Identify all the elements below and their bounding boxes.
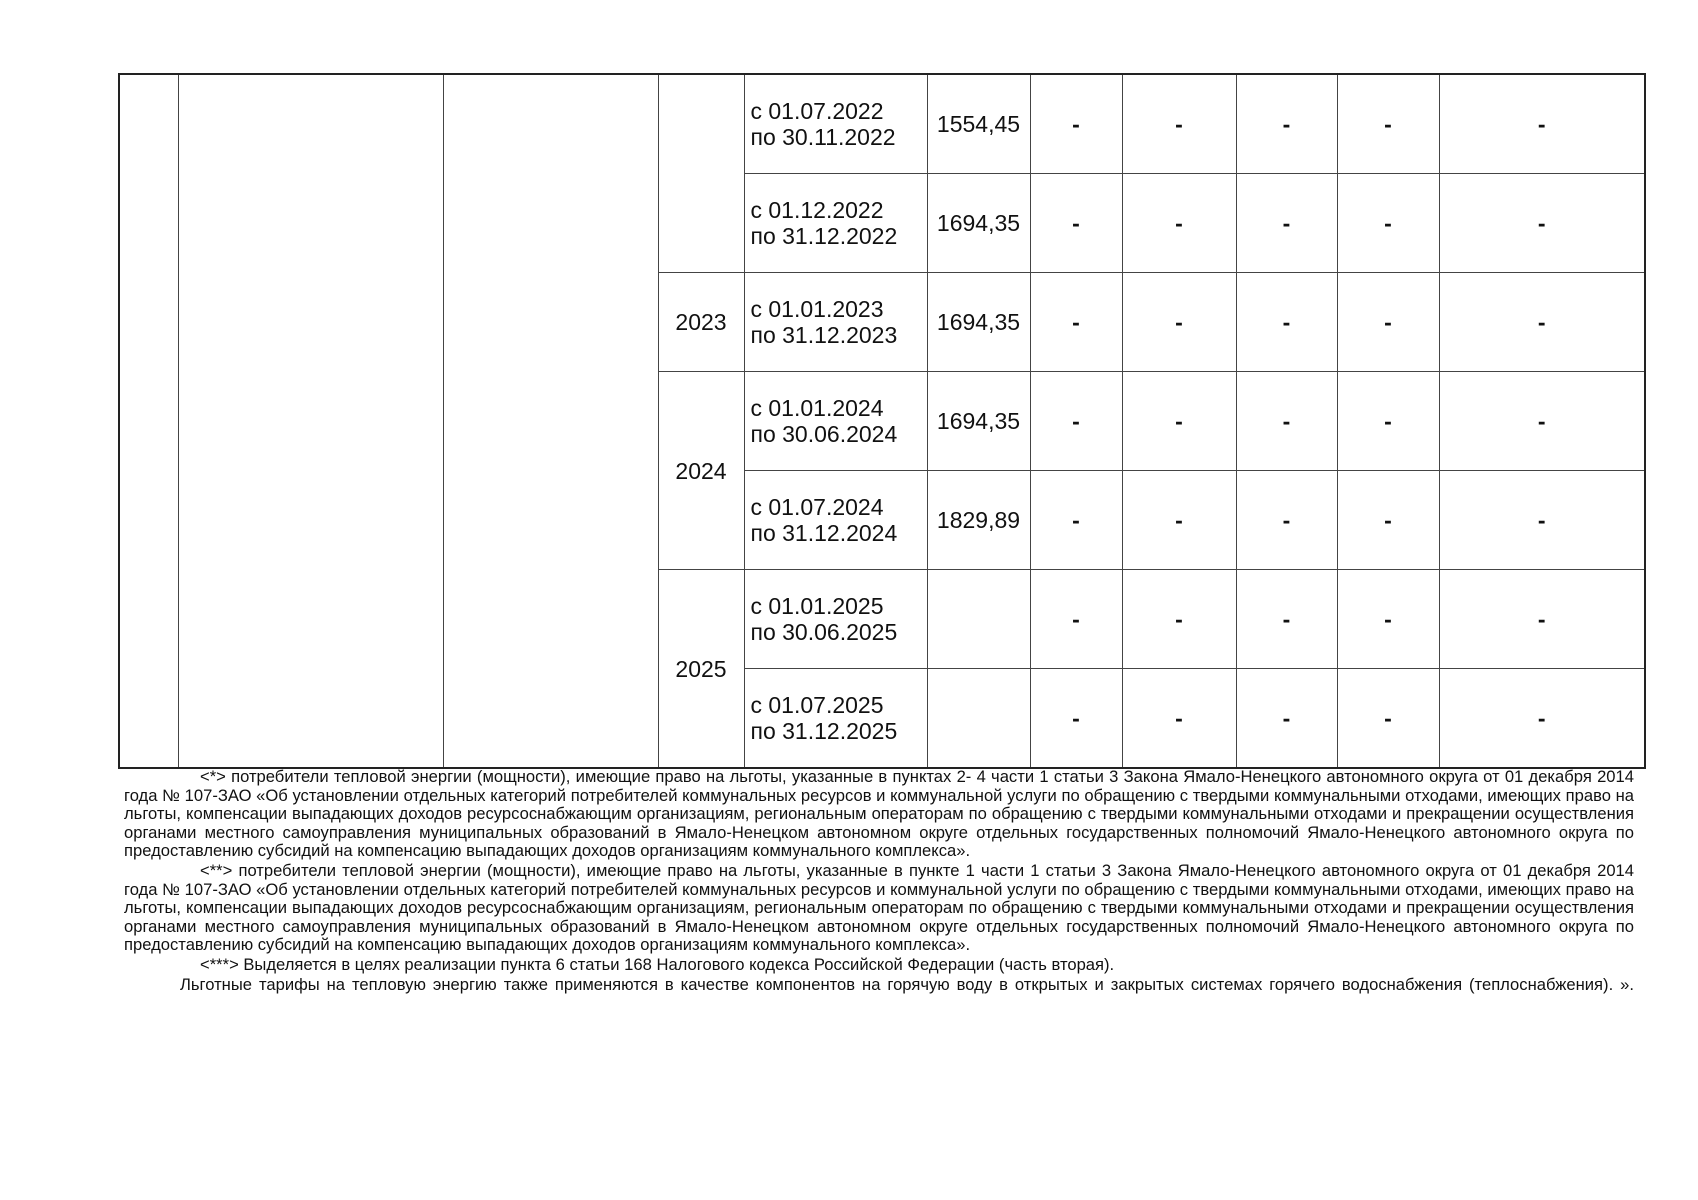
- dash-cell: -: [1122, 372, 1236, 471]
- tariff-value-cell: 1694,35: [927, 273, 1030, 372]
- tariff-value-cell: 1694,35: [927, 372, 1030, 471]
- dash-cell: -: [1236, 471, 1337, 570]
- dash-cell: -: [1236, 174, 1337, 273]
- dash-cell: -: [1236, 74, 1337, 174]
- dash-cell: -: [1122, 174, 1236, 273]
- blank-col-1: [119, 74, 178, 768]
- dash-cell: -: [1030, 74, 1122, 174]
- dash-cell: -: [1439, 74, 1645, 174]
- tariff-value-cell: 1694,35: [927, 174, 1030, 273]
- period-from: с 01.12.2022: [750, 197, 884, 223]
- dash-cell: -: [1337, 74, 1439, 174]
- dash-cell: -: [1122, 669, 1236, 769]
- dash-cell: -: [1122, 471, 1236, 570]
- dash-cell: -: [1439, 471, 1645, 570]
- year-cell: 2023: [658, 273, 744, 372]
- dash-cell: -: [1236, 570, 1337, 669]
- dash-cell: -: [1236, 669, 1337, 769]
- period-to: по 31.12.2022: [750, 223, 898, 249]
- tariff-value-cell: 1829,89: [927, 471, 1030, 570]
- footnote-3: <***> Выделяется в целях реализации пункта 6 статьи 168 Налогового кодекса Российской Федерации (часть вторая).: [200, 954, 1115, 974]
- period-cell: [744, 669, 927, 769]
- period-cell: [744, 174, 927, 273]
- period-cell: [744, 273, 927, 372]
- dash-cell: -: [1337, 570, 1439, 669]
- period-to: по 30.06.2025: [750, 619, 898, 645]
- blank-col-3: [443, 74, 658, 768]
- dash-cell: -: [1439, 669, 1645, 769]
- table-row: [119, 74, 1645, 174]
- period-to: по 31.12.2024: [750, 520, 898, 546]
- year-cell: 2025: [658, 570, 744, 769]
- year-cell: [658, 74, 744, 273]
- dash-cell: -: [1030, 669, 1122, 769]
- dash-cell: -: [1439, 174, 1645, 273]
- period-from: с 01.07.2025: [750, 692, 884, 718]
- dash-cell: -: [1030, 273, 1122, 372]
- dash-cell: -: [1236, 273, 1337, 372]
- dash-cell: -: [1122, 74, 1236, 174]
- footnote-4: [124, 976, 1634, 995]
- period-from: с 01.01.2023: [750, 296, 884, 322]
- footnote-2: <**> потребители тепловой энергии (мощности), имеющие право на льготы, указанные в пункте 1 части 1 статьи 3 Закона Ямало-Ненецкого автономного округа от 01 декабря 2014 года № 107-ЗАО «Об установлении отдельных категорий потребителей коммунальных ресурсов и коммунальной услуги по обращению с твердыми коммунальными отходами, имеющих право на льготы, компенсации выпадающих доходов ресурсоснабжающим организациям, региональным операторам по обращению с твердыми коммунальными отходами и прекращении осуществления органами местного самоуправления муниципальных образований в Ямало-Ненецком автономном округе отдельных государственных полномочий Ямало-Ненецкого автономного округа по предоставлению субсидий на компенсацию выпадающих доходов организациям коммунального комплекса».: [124, 860, 1634, 955]
- dash-cell: -: [1439, 273, 1645, 372]
- dash-cell: -: [1439, 372, 1645, 471]
- tariff-table: [118, 73, 1646, 769]
- period-to: по 30.06.2024: [750, 421, 898, 447]
- dash-cell: -: [1122, 273, 1236, 372]
- dash-cell: -: [1337, 273, 1439, 372]
- period-cell: [744, 471, 927, 570]
- period-from: с 01.07.2024: [750, 494, 884, 520]
- closing-quote: ».: [1620, 974, 1634, 994]
- period-to: по 30.11.2022: [750, 124, 896, 150]
- tariff-value-cell: 1554,45: [927, 74, 1030, 174]
- dash-cell: -: [1439, 570, 1645, 669]
- dash-cell: -: [1030, 471, 1122, 570]
- dash-cell: -: [1337, 669, 1439, 769]
- tariff-value-cell: [927, 669, 1030, 769]
- tariff-value-cell: [927, 570, 1030, 669]
- period-from: с 01.07.2022: [750, 98, 884, 124]
- footnote-4-text: Льготные тарифы на тепловую энергию также применяются в качестве компонентов на горячую воду в открытых и закрытых системах горячего водоснабжения (теплоснабжения).: [180, 974, 1614, 994]
- dash-cell: -: [1030, 372, 1122, 471]
- blank-col-2: [178, 74, 443, 768]
- dash-cell: -: [1122, 570, 1236, 669]
- period-cell: [744, 570, 927, 669]
- dash-cell: -: [1337, 471, 1439, 570]
- period-from: с 01.01.2024: [750, 395, 884, 421]
- period-from: с 01.01.2025: [750, 593, 884, 619]
- period-cell: [744, 74, 927, 174]
- footnote-1: <*> потребители тепловой энергии (мощности), имеющие право на льготы, указанные в пунктах 2- 4 части 1 статьи 3 Закона Ямало-Ненецкого автономного округа от 01 декабря 2014 года № 107-ЗАО «Об установлении отдельных категорий потребителей коммунальных ресурсов и коммунальной услуги по обращению с твердыми коммунальными отходами, имеющих право на льготы, компенсации выпадающих доходов ресурсоснабжающим организациям, региональным операторам по обращению с твердыми коммунальными отходами и прекращении осуществления органами местного самоуправления муниципальных образований в Ямало-Ненецком автономном округе отдельных государственных полномочий Ямало-Ненецкого автономного округа по предоставлению субсидий на компенсацию выпадающих доходов организациям коммунального комплекса».: [124, 767, 1634, 861]
- dash-cell: -: [1030, 570, 1122, 669]
- dash-cell: -: [1236, 372, 1337, 471]
- period-to: по 31.12.2025: [750, 718, 898, 744]
- year-cell: 2024: [658, 372, 744, 570]
- period-to: по 31.12.2023: [750, 322, 898, 348]
- dash-cell: -: [1337, 372, 1439, 471]
- period-cell: [744, 372, 927, 471]
- dash-cell: -: [1030, 174, 1122, 273]
- dash-cell: -: [1337, 174, 1439, 273]
- footnotes: [124, 768, 1634, 995]
